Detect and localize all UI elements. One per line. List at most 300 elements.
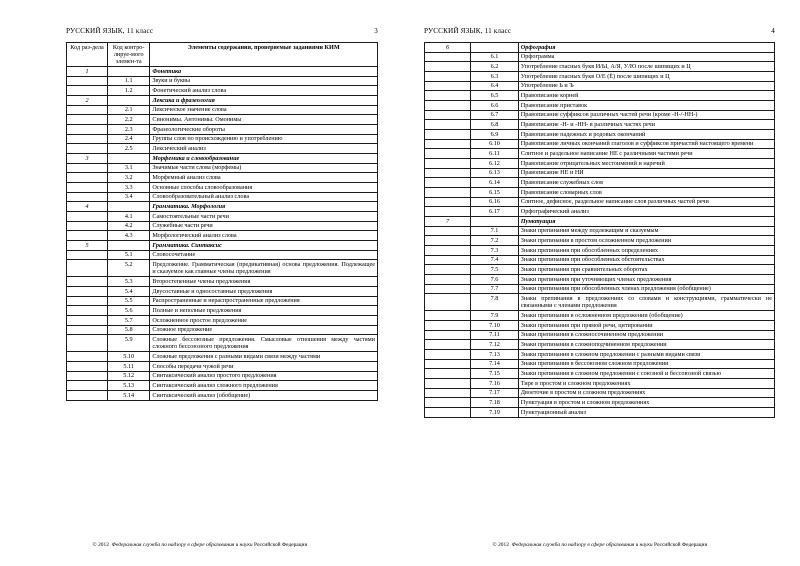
cell-element-description: Тире в простом и сложном предложениях: [518, 379, 774, 389]
cell-razdel-code: [425, 379, 471, 389]
cell-razdel-code: [425, 91, 471, 101]
cell-element-description: Группы слов по происхождению и употреблению: [150, 134, 378, 144]
cell-element-description: Служебные части речи: [150, 221, 378, 231]
cell-element-description: Правописание суффиксов различных частей речи (кроме -Н-/-НН-): [518, 110, 774, 120]
cell-element-code: 2.1: [108, 105, 150, 115]
cell-razdel-code: [67, 381, 108, 391]
table-row: [67, 96, 378, 106]
table-row: [67, 241, 378, 251]
cell-razdel-code: [67, 352, 108, 362]
cell-element-description: Знаки препинания в сложноподчиненном предложении: [518, 340, 774, 350]
cell-razdel-code: [67, 287, 108, 297]
cell-razdel-code: [425, 168, 471, 178]
cell-element-description: Сложные бессоюзные предложения. Смысловые отношения между частями сложного бессоюзного предложения: [150, 335, 378, 352]
cell-razdel-code: [67, 371, 108, 381]
table-row: [425, 321, 775, 331]
cell-element-code: 5.12: [108, 371, 150, 381]
table-row: [425, 120, 775, 130]
cell-element-description: Знаки препинания при обособленных определениях: [518, 246, 774, 256]
table-row: [67, 306, 378, 316]
cell-razdel-code: 1: [67, 67, 108, 77]
table-row: [67, 352, 378, 362]
table-row: [67, 163, 378, 173]
table-row: [67, 212, 378, 222]
cell-element-code: 1.1: [108, 76, 150, 86]
cell-element-description: Употребление гласных букв О/Е (Ё) после шипящих и Ц: [518, 72, 774, 82]
cell-element-description: Знаки препинания в простом осложненном предложении: [518, 236, 774, 246]
cell-element-code: 2.3: [108, 125, 150, 135]
cell-element-description: Правописание падежных и родовых окончаний: [518, 130, 774, 140]
cell-element-description: Правописание словарных слов: [518, 188, 774, 198]
cell-razdel-code: [425, 388, 471, 398]
table-row: [425, 294, 775, 311]
cell-element-code: 5.14: [108, 390, 150, 400]
table-row: [425, 265, 775, 275]
cell-element-description: Звуки и буквы: [150, 76, 378, 86]
table-row: [67, 202, 378, 212]
cell-razdel-code: [425, 120, 471, 130]
codifier-table-page-4: [424, 42, 775, 418]
cell-element-code: 4.3: [108, 231, 150, 241]
table-row: [425, 359, 775, 369]
cell-razdel-code: [425, 246, 471, 256]
cell-element-code: 6.14: [471, 178, 519, 188]
table-row: [67, 296, 378, 306]
cell-razdel-code: 4: [67, 202, 108, 212]
table-row: [67, 325, 378, 335]
cell-element-code: 4.1: [108, 212, 150, 222]
cell-razdel-code: [425, 330, 471, 340]
cell-razdel-code: [67, 192, 108, 202]
page-footer: [400, 542, 800, 548]
table-row: [425, 188, 775, 198]
cell-element-code: [108, 96, 150, 106]
cell-element-code: 3.2: [108, 173, 150, 183]
table-row: [67, 221, 378, 231]
cell-razdel-code: 5: [67, 241, 108, 251]
cell-element-code: 6.6: [471, 101, 519, 111]
cell-element-code: 5.11: [108, 361, 150, 371]
table-row: [67, 144, 378, 154]
cell-element-code: 5.9: [108, 335, 150, 352]
cell-element-description: Сложное предложение: [150, 325, 378, 335]
cell-element-code: 7.6: [471, 275, 519, 285]
cell-element-description: Лексическое значение слова: [150, 105, 378, 115]
table-row: [425, 369, 775, 379]
codifier-table-page-3: [66, 42, 378, 401]
cell-razdel-code: [67, 212, 108, 222]
cell-razdel-code: [425, 275, 471, 285]
cell-element-description: Знаки препинания при прямой речи, цитировании: [518, 321, 774, 331]
cell-razdel-code: [425, 265, 471, 275]
cell-section-title: Лексика и фразеология: [150, 96, 378, 106]
cell-element-description: Правописание -Н- и -НН- в различных частях речи: [518, 120, 774, 130]
cell-element-code: 5.1: [108, 250, 150, 260]
cell-section-title: Грамматика. Синтаксис: [150, 241, 378, 251]
cell-element-code: 5.8: [108, 325, 150, 335]
cell-element-code: [108, 67, 150, 77]
page-header: [424, 26, 775, 38]
cell-element-code: 6.3: [471, 72, 519, 82]
cell-element-code: 7.7: [471, 284, 519, 294]
cell-element-description: Основные способы словообразования: [150, 183, 378, 193]
cell-element-description: Синтаксический анализ сложного предложения: [150, 381, 378, 391]
cell-element-code: 7.2: [471, 236, 519, 246]
cell-razdel-code: 2: [67, 96, 108, 106]
cell-element-code: 7.10: [471, 321, 519, 331]
table-row: [425, 246, 775, 256]
table-row: [67, 316, 378, 326]
cell-element-description: Знаки препинания между подлежащим и сказуемым: [518, 226, 774, 236]
table-row: [67, 183, 378, 193]
cell-razdel-code: [425, 398, 471, 408]
cell-razdel-code: [425, 236, 471, 246]
cell-element-description: Второстепенные члены предложения: [150, 277, 378, 287]
cell-razdel-code: [425, 369, 471, 379]
cell-razdel-code: [425, 81, 471, 91]
table-row: [425, 168, 775, 178]
cell-section-title: Орфография: [518, 43, 774, 53]
cell-element-code: 6.16: [471, 197, 519, 207]
cell-razdel-code: [425, 139, 471, 149]
cell-element-description: Правописание служебных слов: [518, 178, 774, 188]
table-row: [67, 371, 378, 381]
cell-element-description: Правописание НЕ и НИ: [518, 168, 774, 178]
cell-razdel-code: [67, 390, 108, 400]
cell-element-code: [108, 241, 150, 251]
table-row: [425, 207, 775, 217]
cell-element-description: Знаки препинания в предложениях со словами и конструкциями, грамматически не связанными с членами предложения: [518, 294, 774, 311]
table-row: [67, 192, 378, 202]
cell-element-code: [108, 202, 150, 212]
cell-razdel-code: [425, 207, 471, 217]
table-row: [425, 311, 775, 321]
cell-razdel-code: 7: [425, 217, 471, 227]
cell-element-description: Правописание приставок: [518, 101, 774, 111]
cell-element-code: 5.13: [108, 381, 150, 391]
cell-razdel-code: [67, 221, 108, 231]
cell-element-description: Двусоставные и односоставные предложения: [150, 287, 378, 297]
table-row: [67, 287, 378, 297]
table-row: [425, 379, 775, 389]
cell-element-description: Правописание личных окончаний глаголов и суффиксов причастий настоящего времени: [518, 139, 774, 149]
footer-organization-tail: Российской Федерации: [653, 542, 708, 548]
cell-element-description: Морфологический анализ слова: [150, 231, 378, 241]
cell-section-title: Фонетика: [150, 67, 378, 77]
cell-element-description: Фонетический анализ слова: [150, 86, 378, 96]
cell-element-code: 7.5: [471, 265, 519, 275]
header-title: РУССКИЙ ЯЗЫК, 11 класс: [66, 27, 154, 35]
cell-element-description: Способы передачи чужой речи: [150, 361, 378, 371]
cell-razdel-code: [425, 130, 471, 140]
cell-element-description: Пунктуация в простом и сложном предложениях: [518, 398, 774, 408]
cell-razdel-code: [425, 72, 471, 82]
cell-element-code: 6.12: [471, 159, 519, 169]
table-row: [67, 134, 378, 144]
cell-element-description: Распространенные и нераспространенные предложения: [150, 296, 378, 306]
table-row: [67, 86, 378, 96]
cell-razdel-code: [67, 86, 108, 96]
cell-razdel-code: [67, 105, 108, 115]
cell-element-description: Самостоятельные части речи: [150, 212, 378, 222]
cell-razdel-code: [67, 144, 108, 154]
cell-element-description: Правописание отрицательных местоимений и наречий: [518, 159, 774, 169]
cell-razdel-code: [425, 359, 471, 369]
cell-razdel-code: [425, 350, 471, 360]
cell-element-code: 5.4: [108, 287, 150, 297]
cell-element-code: 7.16: [471, 379, 519, 389]
page-footer: [0, 542, 400, 548]
cell-element-code: 7.4: [471, 255, 519, 265]
cell-razdel-code: [425, 226, 471, 236]
cell-element-description: Синтаксический анализ (обобщение): [150, 390, 378, 400]
table-row: [425, 226, 775, 236]
cell-element-description: Двоеточие в простом и сложном предложениях: [518, 388, 774, 398]
cell-razdel-code: [67, 325, 108, 335]
table-row: [425, 178, 775, 188]
cell-element-description: Правописание корней: [518, 91, 774, 101]
cell-element-code: 5.3: [108, 277, 150, 287]
cell-element-code: 5.10: [108, 352, 150, 362]
cell-element-code: 7.18: [471, 398, 519, 408]
table-row: [425, 62, 775, 72]
page-number: 4: [771, 26, 775, 35]
cell-element-description: Осложненное простое предложение: [150, 316, 378, 326]
table-row: [425, 275, 775, 285]
table-row: [425, 110, 775, 120]
cell-element-description: Слитное и раздельное написание НЕ с различными частями речи: [518, 149, 774, 159]
table-row: [425, 284, 775, 294]
cell-element-code: 7.11: [471, 330, 519, 340]
table-row: [425, 350, 775, 360]
cell-element-description: Знаки препинания в осложненном предложении (обобщение): [518, 311, 774, 321]
cell-razdel-code: [67, 296, 108, 306]
table-row: [425, 149, 775, 159]
table-row: [67, 76, 378, 86]
page-number: 3: [374, 26, 378, 35]
cell-element-description: Словосочетание: [150, 250, 378, 260]
table-row: [425, 159, 775, 169]
table-row: [425, 398, 775, 408]
cell-razdel-code: [425, 408, 471, 418]
cell-razdel-code: [67, 306, 108, 316]
cell-razdel-code: [425, 321, 471, 331]
table-row: [425, 52, 775, 62]
cell-element-description: Синонимы. Антонимы. Омонимы: [150, 115, 378, 125]
cell-element-code: 7.8: [471, 294, 519, 311]
header-title: РУССКИЙ ЯЗЫК, 11 класс: [424, 27, 512, 35]
cell-razdel-code: [67, 173, 108, 183]
cell-razdel-code: [425, 294, 471, 311]
column-header-kod: Код контро-лируе-мого элемен-та: [108, 43, 150, 67]
column-header-elements: Элементы содержания, проверяемые заданиями КИМ: [150, 43, 378, 67]
cell-element-code: 6.15: [471, 188, 519, 198]
cell-razdel-code: [67, 183, 108, 193]
cell-razdel-code: [425, 101, 471, 111]
table-row: [67, 231, 378, 241]
cell-section-title: Морфемика и словообразование: [150, 154, 378, 164]
table-row: [425, 139, 775, 149]
table-row: [425, 81, 775, 91]
cell-element-description: Фразеологические обороты: [150, 125, 378, 135]
footer-organization: Федеральная служба по надзору в сфере образования и науки: [111, 542, 253, 548]
cell-element-description: Знаки препинания в сложносочиненном предложении: [518, 330, 774, 340]
cell-element-code: 3.3: [108, 183, 150, 193]
cell-razdel-code: [425, 255, 471, 265]
cell-element-code: 6.7: [471, 110, 519, 120]
cell-element-code: 6.11: [471, 149, 519, 159]
cell-element-code: 6.8: [471, 120, 519, 130]
cell-razdel-code: [67, 260, 108, 277]
cell-razdel-code: [67, 134, 108, 144]
cell-razdel-code: 3: [67, 154, 108, 164]
cell-element-code: 6.2: [471, 62, 519, 72]
cell-element-description: Употребление Ь и Ъ: [518, 81, 774, 91]
table-row: [67, 277, 378, 287]
cell-element-code: 6.10: [471, 139, 519, 149]
cell-razdel-code: [425, 197, 471, 207]
table-row: [425, 130, 775, 140]
cell-element-code: [471, 217, 519, 227]
cell-razdel-code: [67, 76, 108, 86]
cell-element-code: 3.1: [108, 163, 150, 173]
cell-element-description: Знаки препинания при сравнительных оборотах: [518, 265, 774, 275]
cell-razdel-code: [67, 316, 108, 326]
cell-element-description: Знаки препинания при уточняющих членах предложения: [518, 275, 774, 285]
table-row: [67, 173, 378, 183]
cell-razdel-code: [425, 284, 471, 294]
table-row: [67, 105, 378, 115]
cell-element-code: 5.2: [108, 260, 150, 277]
footer-organization-tail: Российской Федерации: [253, 542, 308, 548]
cell-razdel-code: [425, 340, 471, 350]
cell-element-code: 7.17: [471, 388, 519, 398]
cell-element-code: 6.4: [471, 81, 519, 91]
cell-element-description: Полные и неполные предложения: [150, 306, 378, 316]
cell-element-description: Синтаксический анализ простого предложения: [150, 371, 378, 381]
cell-element-code: 7.1: [471, 226, 519, 236]
table-row: [425, 255, 775, 265]
cell-element-code: 5.5: [108, 296, 150, 306]
cell-razdel-code: [425, 311, 471, 321]
cell-element-description: Лексический анализ: [150, 144, 378, 154]
cell-element-description: Сложные предложения с разными видами связи между частями: [150, 352, 378, 362]
cell-element-code: 6.9: [471, 130, 519, 140]
cell-element-code: 7.12: [471, 340, 519, 350]
table-row: [425, 197, 775, 207]
cell-element-code: 6.5: [471, 91, 519, 101]
cell-element-code: 5.7: [108, 316, 150, 326]
cell-element-description: Знаки препинания в сложном предложении с разными видами связи: [518, 350, 774, 360]
table-row: [67, 381, 378, 391]
cell-element-description: Слитное, дефисное, раздельное написание слов различных частей речи: [518, 197, 774, 207]
cell-razdel-code: [67, 335, 108, 352]
table-row: [425, 217, 775, 227]
page-header: [66, 26, 378, 38]
cell-element-description: Словообразовательный анализ слова: [150, 192, 378, 202]
cell-section-title: Пунктуация: [518, 217, 774, 227]
page-4: [400, 0, 800, 566]
cell-element-code: 7.19: [471, 408, 519, 418]
table-row: [425, 72, 775, 82]
table-row: [425, 91, 775, 101]
cell-element-description: Орфографический анализ: [518, 207, 774, 217]
cell-element-code: [471, 43, 519, 53]
cell-razdel-code: [67, 125, 108, 135]
table-row: [67, 361, 378, 371]
table-row: [67, 335, 378, 352]
table-row: [67, 67, 378, 77]
cell-razdel-code: [425, 188, 471, 198]
cell-element-description: Употребление гласных букв И/Ы, А/Я, У/Ю после шипящих и Ц: [518, 62, 774, 72]
cell-razdel-code: 6: [425, 43, 471, 53]
cell-element-code: 7.3: [471, 246, 519, 256]
table-row: [425, 330, 775, 340]
footer-copyright: © 2012: [92, 542, 109, 548]
table-row: [425, 340, 775, 350]
cell-element-code: 6.13: [471, 168, 519, 178]
cell-element-code: 7.13: [471, 350, 519, 360]
table-row: [425, 43, 775, 53]
cell-razdel-code: [67, 115, 108, 125]
cell-razdel-code: [425, 149, 471, 159]
cell-razdel-code: [425, 110, 471, 120]
cell-element-description: Пунктуационный анализ: [518, 408, 774, 418]
cell-section-title: Грамматика. Морфология: [150, 202, 378, 212]
cell-element-code: 7.9: [471, 311, 519, 321]
cell-element-description: Знаки препинания при обособленных членах предложения (обобщение): [518, 284, 774, 294]
cell-element-description: Знаки препинания при обособленных обстоятельствах: [518, 255, 774, 265]
column-header-razdel: Код раз-дела: [67, 43, 108, 67]
cell-razdel-code: [67, 231, 108, 241]
cell-element-code: 6.17: [471, 207, 519, 217]
table-row: [425, 236, 775, 246]
table-row: [67, 250, 378, 260]
table-row: [425, 388, 775, 398]
table-body: [67, 67, 378, 401]
cell-element-code: 7.14: [471, 359, 519, 369]
cell-element-code: 6.1: [471, 52, 519, 62]
cell-element-code: 2.5: [108, 144, 150, 154]
cell-element-code: 2.2: [108, 115, 150, 125]
cell-element-code: 4.2: [108, 221, 150, 231]
table-row: [67, 390, 378, 400]
table-row: [67, 115, 378, 125]
table-body: [425, 43, 775, 418]
cell-element-code: [108, 154, 150, 164]
cell-element-description: Знаки препинания в бессоюзном сложном предложении: [518, 359, 774, 369]
cell-razdel-code: [67, 277, 108, 287]
cell-element-description: Морфемный анализ слова: [150, 173, 378, 183]
cell-razdel-code: [67, 361, 108, 371]
cell-element-code: 2.4: [108, 134, 150, 144]
cell-razdel-code: [425, 159, 471, 169]
cell-element-code: 3.4: [108, 192, 150, 202]
footer-organization: Федеральная служба по надзору в сфере образования и науки: [511, 542, 653, 548]
table-header-row: [67, 43, 378, 67]
table-row: [67, 154, 378, 164]
cell-element-description: Знаки препинания в сложном предложении с союзной и бессоюзной связью: [518, 369, 774, 379]
table-row: [425, 101, 775, 111]
cell-razdel-code: [67, 163, 108, 173]
table-row: [425, 408, 775, 418]
cell-razdel-code: [425, 62, 471, 72]
cell-razdel-code: [425, 178, 471, 188]
cell-element-description: Орфограмма: [518, 52, 774, 62]
cell-element-code: 1.2: [108, 86, 150, 96]
table-row: [67, 125, 378, 135]
cell-element-code: 5.6: [108, 306, 150, 316]
